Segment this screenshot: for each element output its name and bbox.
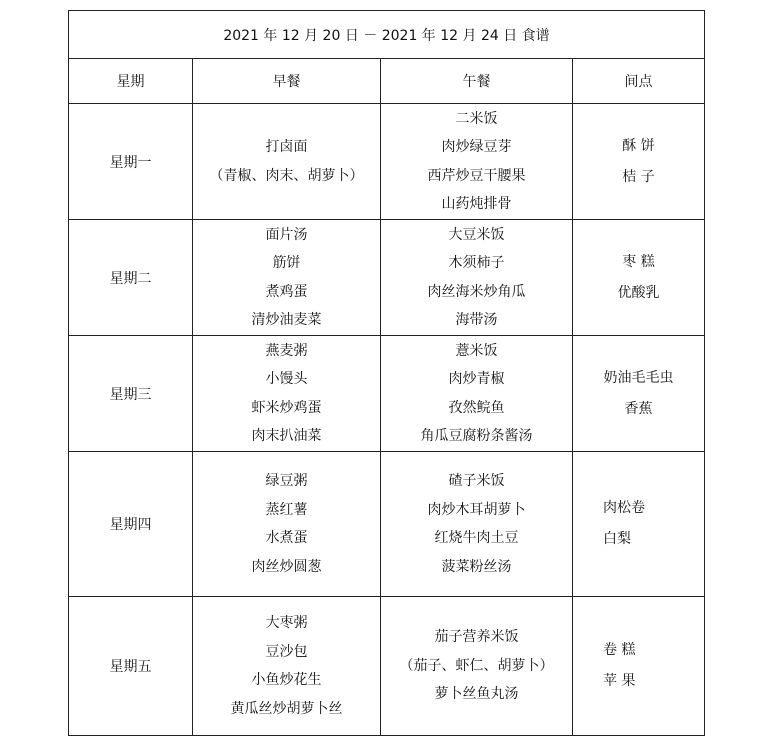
menu-row-wednesday	[69, 336, 705, 452]
day-name: 星期四	[69, 452, 193, 597]
lunch-item: （茄子、虾仁、胡萝卜）	[399, 657, 554, 674]
breakfast-item: 小鱼炒花生	[251, 672, 322, 688]
lunch-item: 海带汤	[455, 312, 498, 328]
lunch-cell	[381, 220, 573, 336]
lunch-item: 山药炖排骨	[441, 196, 512, 212]
lunch-item: 角瓜豆腐粉条酱汤	[420, 428, 533, 444]
breakfast-item: 打卤面	[265, 139, 308, 155]
breakfast-cell	[193, 220, 381, 336]
breakfast-cell	[193, 452, 381, 597]
lunch-item: 菠菜粉丝汤	[441, 558, 512, 575]
snack-cell	[573, 336, 705, 452]
breakfast-item: 筋饼	[272, 255, 301, 271]
snack-item: 枣 糕	[622, 253, 655, 270]
breakfast-cell	[193, 597, 381, 736]
snack-item: 香蕉	[624, 400, 653, 417]
lunch-item: 肉炒青椒	[448, 371, 505, 387]
lunch-item: 肉丝海米炒角瓜	[427, 283, 526, 300]
menu-row-friday	[69, 597, 705, 736]
menu-row-thursday	[69, 452, 705, 597]
lunch-item: 木须柿子	[448, 255, 505, 271]
breakfast-item: 黄瓜丝炒胡萝卜丝	[230, 700, 343, 717]
breakfast-item: 虾米炒鸡蛋	[251, 399, 322, 416]
lunch-item: 萝卜丝鱼丸汤	[434, 686, 519, 703]
menu-row-monday	[69, 104, 705, 220]
weekly-menu-table	[68, 10, 705, 736]
day-name: 星期五	[69, 597, 193, 736]
snack-cell	[573, 452, 705, 597]
breakfast-item: 肉末扒油菜	[251, 428, 322, 444]
lunch-item: 肉炒绿豆芽	[441, 139, 512, 155]
lunch-item: 茄子营养米饭	[434, 629, 519, 646]
snack-item: 优酸乳	[617, 284, 660, 301]
snack-item: 白梨	[603, 531, 631, 547]
lunch-cell	[381, 336, 573, 452]
breakfast-item: 煮鸡蛋	[265, 283, 308, 300]
snack-cell	[573, 597, 705, 736]
snack-cell	[573, 104, 705, 220]
breakfast-item: 肉丝炒圆葱	[251, 558, 322, 575]
lunch-item: 肉炒木耳胡萝卜	[427, 501, 526, 518]
header-snack: 间点	[573, 59, 705, 104]
day-name: 星期二	[69, 220, 193, 336]
snack-item: 卷 糕	[603, 642, 636, 658]
snack-item: 酥 饼	[622, 137, 655, 154]
snack-item: 奶油毛毛虫	[603, 369, 674, 386]
snack-item: 苹 果	[603, 673, 636, 689]
breakfast-item: 绿豆粥	[265, 473, 308, 489]
day-name: 星期一	[69, 104, 193, 220]
lunch-item: 薏米饭	[455, 342, 498, 359]
breakfast-item: （青椒、肉末、胡萝卜）	[209, 167, 364, 184]
lunch-cell	[381, 452, 573, 597]
lunch-cell	[381, 104, 573, 220]
breakfast-cell	[193, 104, 381, 220]
menu-title: 2021 年 12 月 20 日 － 2021 年 12 月 24 日 食谱	[69, 11, 705, 59]
breakfast-item: 面片汤	[265, 226, 308, 243]
breakfast-item: 蒸红薯	[265, 501, 308, 518]
breakfast-item: 燕麦粥	[265, 342, 308, 359]
breakfast-item: 豆沙包	[265, 643, 308, 660]
header-lunch: 午餐	[381, 59, 573, 104]
day-name: 星期三	[69, 336, 193, 452]
breakfast-item: 水煮蛋	[265, 530, 308, 546]
breakfast-item: 大枣粥	[265, 615, 308, 631]
lunch-item: 二米饭	[455, 110, 498, 127]
breakfast-cell	[193, 336, 381, 452]
snack-item: 肉松卷	[603, 500, 645, 516]
lunch-item: 西芹炒豆干腰果	[427, 167, 526, 184]
breakfast-item: 清炒油麦菜	[251, 312, 322, 328]
lunch-item: 大豆米饭	[448, 226, 505, 243]
breakfast-item: 小馒头	[265, 371, 308, 387]
header-breakfast: 早餐	[193, 59, 381, 104]
lunch-cell	[381, 597, 573, 736]
menu-row-tuesday	[69, 220, 705, 336]
lunch-item: 碴子米饭	[448, 473, 505, 489]
lunch-item: 红烧牛肉土豆	[434, 530, 519, 546]
header-day: 星期	[69, 59, 193, 104]
lunch-item: 孜然鲩鱼	[448, 399, 505, 416]
snack-cell	[573, 220, 705, 336]
snack-item: 桔 子	[622, 168, 655, 185]
